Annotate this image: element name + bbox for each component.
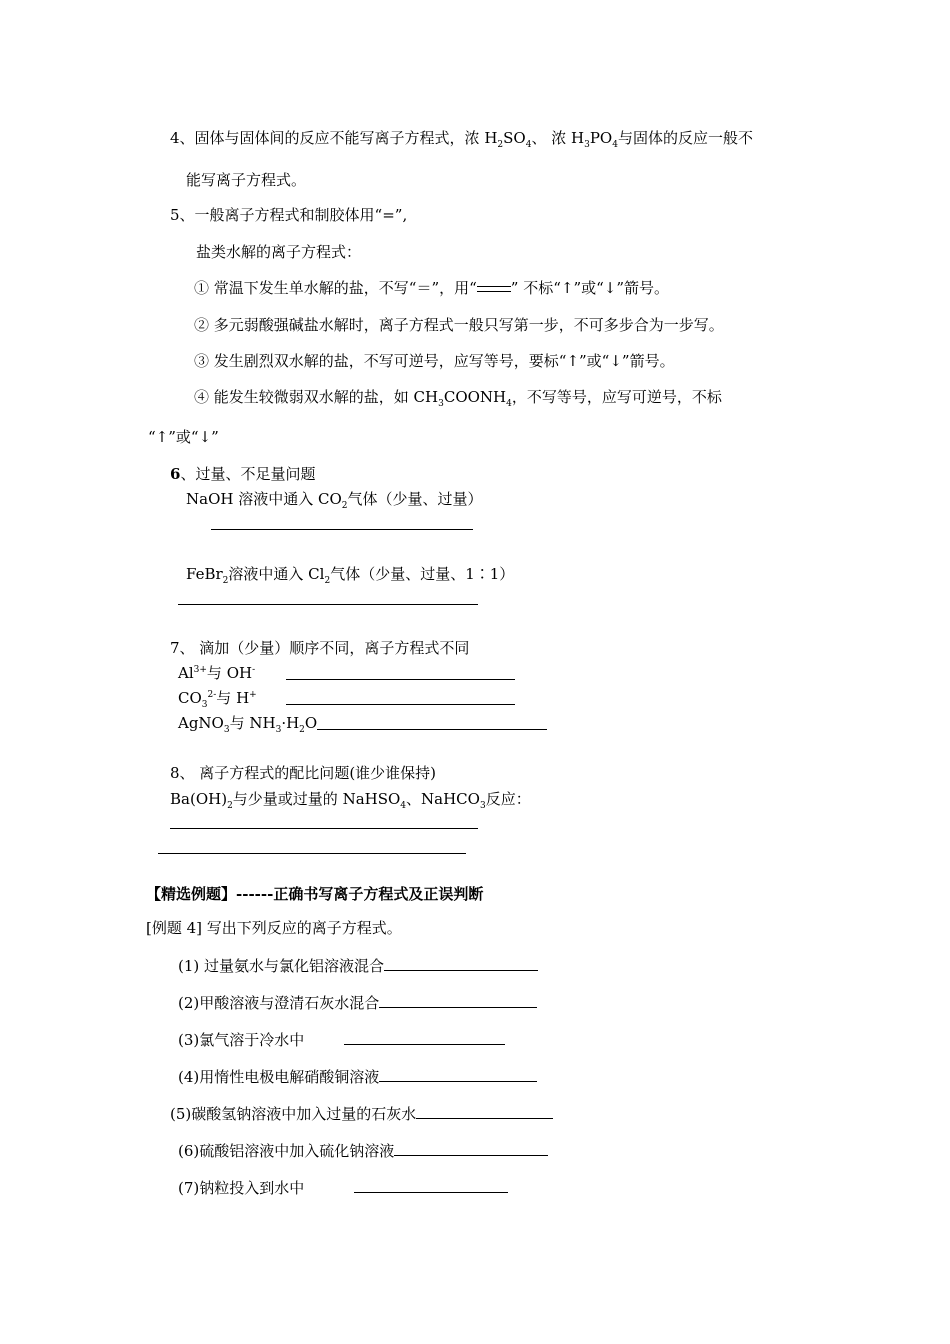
answer-blank[interactable]: [379, 1067, 537, 1082]
answer-line[interactable]: [286, 704, 515, 705]
text: (4)用惰性电极电解硝酸铜溶液: [178, 1068, 380, 1086]
text: O: [304, 714, 318, 732]
rule-2: ② 多元弱酸强碱盐水解时，离子方程式一般只写第一步，不可多步合为一步写。: [194, 316, 724, 334]
answer-blank[interactable]: [379, 993, 537, 1008]
text: (3)氯气溶于冷水中: [178, 1031, 305, 1049]
item-7-row-1: [178, 663, 255, 683]
text: 与少量或过量的 NaHSO: [232, 790, 401, 808]
text: (6)硫酸铝溶液中加入硫化钠溶液: [178, 1142, 395, 1160]
subscript: 4: [525, 140, 532, 150]
item-8-title: 8、 离子方程式的配比问题(谁少谁保持): [170, 764, 437, 782]
subscript: 2: [341, 501, 348, 511]
example-item-6: [178, 1141, 548, 1161]
example-item-5: [170, 1104, 553, 1124]
item-7-row-3: [178, 713, 317, 733]
text: PO: [589, 129, 613, 147]
superscript: +: [249, 690, 257, 700]
superscript: -: [252, 665, 256, 675]
subscript: 3: [223, 725, 230, 735]
answer-line[interactable]: [178, 604, 478, 605]
subscript: 2: [299, 725, 305, 735]
text: 与 H: [216, 689, 250, 707]
answer-blank[interactable]: [344, 1030, 505, 1045]
text: NaOH 溶液中通入 CO: [186, 490, 342, 508]
subscript: 3: [584, 140, 590, 150]
example-intro: [例题 4] 写出下列反应的离子方程式。: [146, 919, 402, 937]
text: ·H: [281, 714, 300, 732]
subscript: 2: [222, 576, 229, 586]
text: (2)甲酸溶液与澄清石灰水混合: [178, 994, 380, 1012]
item-6-b: [186, 564, 514, 584]
item-5-subtitle: 盐类水解的离子方程式：: [196, 243, 362, 261]
superscript: 2-: [207, 690, 217, 700]
rule-4: [194, 387, 722, 407]
text: 气体（少量、过量、1∶1）: [330, 565, 515, 583]
example-item-3: [178, 1030, 505, 1050]
item-7-title: 7、 滴加（少量）顺序不同，离子方程式不同: [170, 639, 470, 657]
example-item-4: [178, 1067, 537, 1087]
item-5-title: 5、一般离子方程式和制胶体用“=”,: [170, 206, 408, 224]
text: COONH: [443, 388, 507, 406]
subscript: 3: [479, 801, 486, 811]
answer-line[interactable]: [170, 828, 478, 829]
text: FeBr: [186, 565, 223, 583]
text: 与固体的反应一般不: [617, 129, 753, 147]
subscript: 2: [497, 140, 504, 150]
subscript: 4: [506, 399, 512, 409]
subscript: 2: [324, 576, 331, 586]
answer-line[interactable]: [286, 679, 515, 680]
text: 4、固体与固体间的反应不能写离子方程式，浓 H: [170, 129, 498, 147]
reversible-arrow-icon: [477, 284, 511, 294]
item-6-title: [170, 464, 315, 484]
rule-3: ③ 发生剧烈双水解的盐，不写可逆号，应写等号，要标“↑”或“↓”箭号。: [194, 352, 675, 370]
text: AgNO: [178, 714, 224, 732]
text: ，不写等号，应写可逆号，不标: [511, 388, 722, 406]
subscript: 2: [227, 801, 233, 811]
text: 与 OH: [206, 664, 253, 682]
example-item-2: [178, 993, 537, 1013]
answer-blank[interactable]: [354, 1178, 508, 1193]
text: 、过量、不足量问题: [180, 465, 316, 483]
subscript: 3: [438, 399, 444, 409]
text: ④ 能发生较微弱双水解的盐，如 CH: [194, 388, 439, 406]
text: Ba(OH): [170, 790, 228, 808]
superscript: 3+: [193, 665, 207, 675]
answer-line[interactable]: [158, 853, 466, 854]
text: (5)碳酸氢钠溶液中加入过量的石灰水: [170, 1105, 417, 1123]
item-7-row-2: [178, 688, 257, 708]
text: 溶液中通入 Cl: [228, 565, 325, 583]
answer-line[interactable]: [317, 729, 547, 730]
example-item-1: [178, 956, 538, 976]
subscript: 3: [201, 700, 208, 710]
text: CO: [178, 689, 202, 707]
subscript: 4: [612, 140, 618, 150]
answer-blank[interactable]: [384, 956, 538, 971]
subscript: 4: [400, 801, 407, 811]
text: SO: [503, 129, 526, 147]
text: 气体（少量、过量）: [347, 490, 483, 508]
item-8-text: [170, 789, 531, 809]
answer-blank[interactable]: [416, 1104, 553, 1119]
item-number: 6: [170, 465, 181, 483]
text: (1) 过量氨水与氯化铝溶液混合: [178, 957, 385, 975]
text: 与 NH: [229, 714, 276, 732]
example-item-7: [178, 1178, 508, 1198]
rule-4-line2: “↑”或“↓”: [148, 428, 219, 446]
item-4-line2: 能写离子方程式。: [186, 171, 307, 189]
subscript: 3: [275, 725, 282, 735]
rule-1: [194, 278, 669, 298]
text: ” 不标“↑”或“↓”箭号。: [510, 279, 670, 297]
item-6-a: [186, 489, 483, 509]
text: Al: [178, 664, 194, 682]
text: 、NaHCO: [406, 790, 480, 808]
text: ① 常温下发生单水解的盐，不写“＝”，用“: [194, 279, 477, 297]
answer-blank[interactable]: [394, 1141, 548, 1156]
text: 、 浓 H: [531, 129, 585, 147]
item-4-line1: [170, 128, 753, 148]
text: (7)钠粒投入到水中: [178, 1179, 305, 1197]
answer-line[interactable]: [211, 529, 473, 530]
text: 反应：: [485, 790, 531, 808]
examples-heading: 【精选例题】------正确书写离子方程式及正误判断: [146, 885, 484, 903]
